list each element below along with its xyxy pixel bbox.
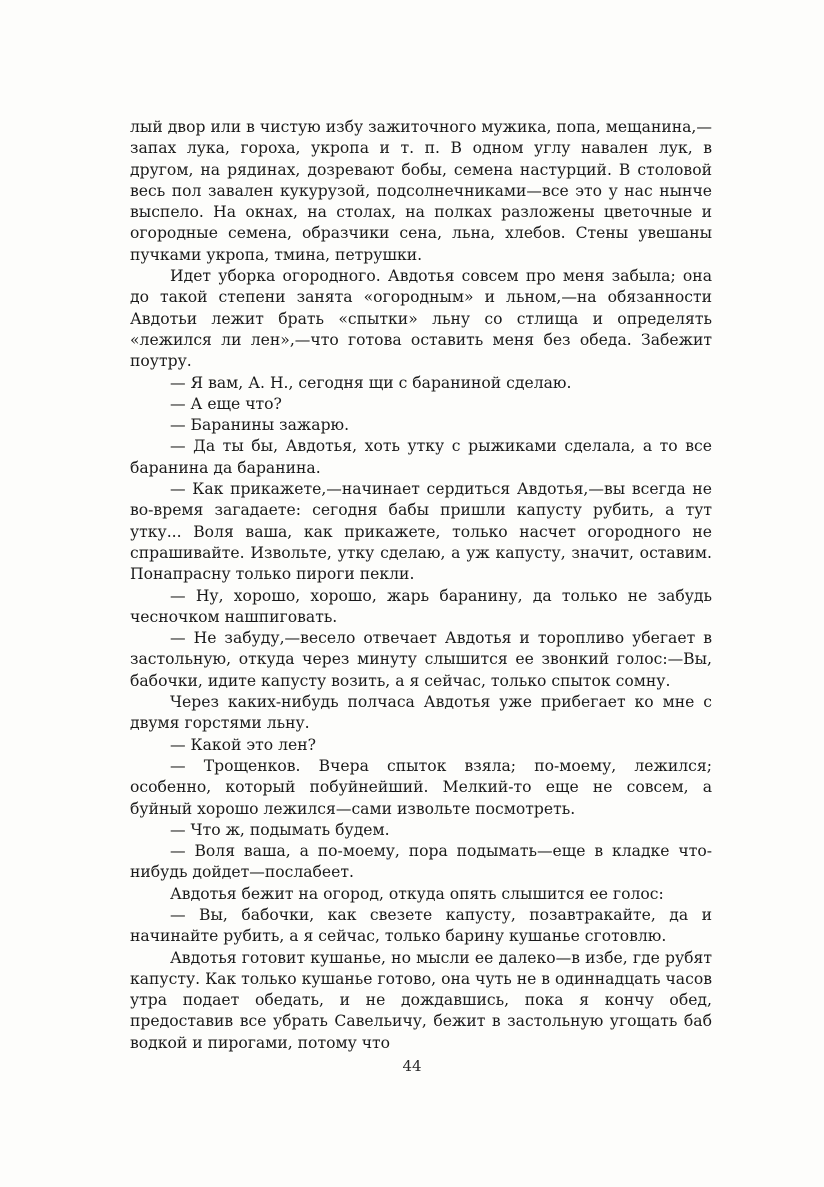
paragraph-1: лый двор или в чистую избу зажиточного мужика, попа, мещанина,—запах лука, гороха, укропа и т. п. В одном углу навален лук, в другом, на рядинах, дозревают бобы, семена настурций. В столовой весь пол завален кукурузой, подсолнечниками—все это у нас нынче выспело. На окнах, на столах, на полках разложены цветочные и огородные семена, образчики сена, льна, хлебов. Стены увешаны пучками укропа, тмина, петрушки. <box>130 118 712 264</box>
paragraph-2: Идет уборка огородного. Авдотья совсем про меня забыла; она до такой степени занята «огородным» и льном,—на обязанности Авдотьи лежит брать «спытки» льну со стлища и определять «лежился ли лен»,—что готова оставить меня без обеда. Забежит поутру. <box>130 267 712 371</box>
paragraph-13: — Что ж, подымать будем. <box>170 820 390 839</box>
paragraph-16: — Вы, бабочки, как свезете капусту, позавтракайте, да и начинайте рубить, а я сейчас, только барину кушанье сготовлю. <box>130 905 712 946</box>
paragraph-9: — Не забуду,—весело отвечает Авдотья и торопливо убегает в застольную, откуда через минуту слышится ее звонкий голос:—Вы, бабочки, идите капусту возить, а я сейчас, только спыток сомну. <box>130 629 712 690</box>
paragraph-14: — Воля ваша, а по-моему, пора подымать—еще в кладке что-нибудь дойдет—послабеет. <box>130 842 712 882</box>
paragraph-5: — Баранины зажарю. <box>170 416 350 435</box>
paragraph-8: — Ну, хорошо, хорошо, жарь баранину, да только не забудь чесночком нашпиговать. <box>130 586 712 626</box>
paragraph-6: — Да ты бы, Авдотья, хоть утку с рыжиками сделала, а то все баранина да баранина. <box>130 437 712 477</box>
paragraph-10: Через каких-нибудь полчаса Авдотья уже прибегает ко мне с двумя горстями льну. <box>130 693 712 733</box>
paragraph-17: Авдотья готовит кушанье, но мысли ее далеко—в избе, где рубят капусту. Как только кушанье готово, она чуть не в одиннадцать часов утра подает обедать, и не дождавшись, пока я кончу обед, предоставив все убрать Савельичу, бежит в застольную угощать баб водкой и пирогами, потому что <box>130 948 712 1052</box>
body-text <box>130 117 712 1054</box>
paragraph-12: — Трощенков. Вчера спыток взяла; по-моему, лежился; особенно, который побуйнейший. Мелкий-то еще не совсем, а буйный хорошо лежился—сами извольте посмотреть. <box>130 756 712 818</box>
page-number: 44 <box>402 1057 422 1075</box>
paragraph-7: — Как прикажете,—начинает сердиться Авдотья,—вы всегда не во-время загадаете: сегодня бабы пришли капусту рубить, а тут утку... Воля ваша, как прикажете, только насчет огородного не спрашивайте. Извольте, утку сделаю, а уж капусту, значит, оставим. Понапрасну только пироги пекли. <box>130 480 712 584</box>
paragraph-4: — А еще что? <box>170 394 282 413</box>
paragraph-3: — Я вам, А. Н., сегодня щи с бараниной сделаю. <box>170 373 572 392</box>
paragraph-11: — Какой это лен? <box>170 735 316 754</box>
paragraph-15: Авдотья бежит на огород, откуда опять слышится ее голос: <box>170 884 664 903</box>
